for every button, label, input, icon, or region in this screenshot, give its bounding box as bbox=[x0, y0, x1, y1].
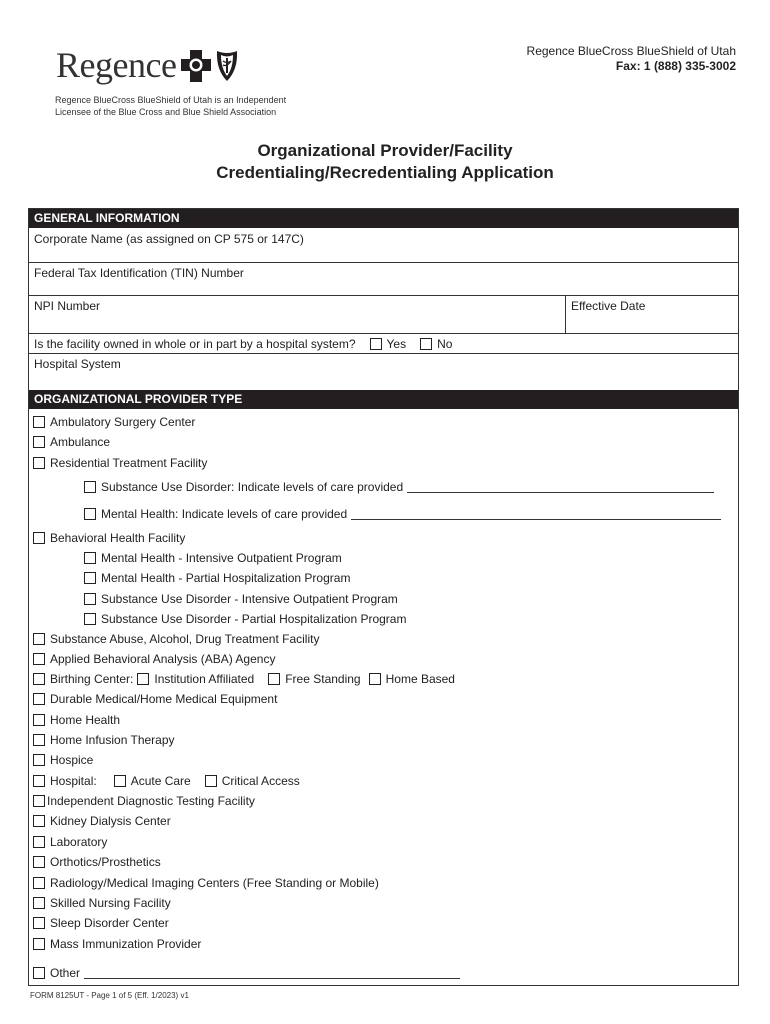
option-ambulatory-surgery bbox=[33, 414, 195, 430]
option-residential-treatment bbox=[33, 455, 207, 471]
home-health-checkbox[interactable] bbox=[33, 714, 45, 726]
birthing-center-checkbox[interactable] bbox=[33, 673, 45, 685]
option-dme bbox=[33, 691, 277, 707]
rtf-substance-use-levels-field[interactable] bbox=[407, 481, 714, 493]
page-title bbox=[0, 140, 770, 184]
substance-abuse-checkbox[interactable] bbox=[33, 633, 45, 645]
residential-treatment-checkbox[interactable] bbox=[33, 457, 45, 469]
option-ambulance bbox=[33, 434, 110, 450]
hospice-checkbox[interactable] bbox=[33, 754, 45, 766]
other-specify-field[interactable] bbox=[84, 967, 460, 979]
other-label: Other bbox=[50, 966, 81, 980]
option-rtf-substance-use bbox=[84, 479, 714, 495]
idtf-label: Independent Diagnostic Testing Facility bbox=[47, 794, 255, 808]
option-behavioral-health bbox=[33, 530, 185, 546]
behavioral-health-label: Behavioral Health Facility bbox=[50, 531, 186, 545]
option-hospice bbox=[33, 752, 93, 768]
hospital-system-label: Hospital System bbox=[34, 357, 121, 371]
bh-mh-php-label: Mental Health - Partial Hospitalization Program bbox=[101, 571, 351, 585]
orthotics-label: Orthotics/Prosthetics bbox=[50, 855, 161, 869]
laboratory-checkbox[interactable] bbox=[33, 836, 45, 848]
mass-immunization-checkbox[interactable] bbox=[33, 938, 45, 950]
behavioral-health-checkbox[interactable] bbox=[33, 532, 45, 544]
option-bh-mh-iop bbox=[84, 550, 342, 566]
hospital-checkbox[interactable] bbox=[33, 775, 45, 787]
option-birthing-center bbox=[33, 671, 455, 687]
critical-access-label: Critical Access bbox=[221, 774, 300, 788]
radiology-label: Radiology/Medical Imaging Centers (Free Standing or Mobile) bbox=[50, 876, 379, 890]
option-bh-sud-php bbox=[84, 611, 406, 627]
rtf-substance-use-checkbox[interactable] bbox=[84, 481, 96, 493]
divider bbox=[29, 353, 738, 354]
yes-label: Yes bbox=[386, 337, 407, 351]
bh-mh-php-checkbox[interactable] bbox=[84, 572, 96, 584]
option-substance-abuse bbox=[33, 631, 319, 647]
bh-sud-iop-checkbox[interactable] bbox=[84, 593, 96, 605]
title-line-1: Organizational Provider/Facility bbox=[257, 141, 513, 160]
kidney-dialysis-checkbox[interactable] bbox=[33, 815, 45, 827]
kidney-dialysis-label: Kidney Dialysis Center bbox=[50, 814, 171, 828]
hospice-label: Hospice bbox=[50, 753, 94, 767]
divider bbox=[565, 295, 566, 333]
option-bh-mh-php bbox=[84, 570, 350, 586]
aba-checkbox[interactable] bbox=[33, 653, 45, 665]
birthing-center-label: Birthing Center: bbox=[50, 672, 134, 686]
home-based-label: Home Based bbox=[385, 672, 455, 686]
no-label: No bbox=[437, 337, 453, 351]
corporate-name-label: Corporate Name (as assigned on CP 575 or 147C) bbox=[34, 232, 304, 246]
effective-date-label: Effective Date bbox=[571, 299, 646, 313]
bh-sud-php-checkbox[interactable] bbox=[84, 613, 96, 625]
institution-affiliated-checkbox[interactable] bbox=[137, 673, 149, 685]
home-infusion-label: Home Infusion Therapy bbox=[50, 733, 175, 747]
laboratory-label: Laboratory bbox=[50, 835, 108, 849]
form-footer: FORM 8125UT - Page 1 of 5 (Eff. 1/2023) v1 bbox=[30, 991, 189, 1000]
hospital-owned-yes-checkbox[interactable] bbox=[370, 338, 382, 350]
divider bbox=[29, 262, 738, 263]
option-other bbox=[33, 965, 460, 981]
free-standing-checkbox[interactable] bbox=[268, 673, 280, 685]
ambulance-checkbox[interactable] bbox=[33, 436, 45, 448]
critical-access-checkbox[interactable] bbox=[205, 775, 217, 787]
skilled-nursing-label: Skilled Nursing Facility bbox=[50, 896, 171, 910]
skilled-nursing-checkbox[interactable] bbox=[33, 897, 45, 909]
option-home-infusion bbox=[33, 732, 175, 748]
rtf-mental-health-label: Mental Health: Indicate levels of care provided bbox=[101, 507, 348, 521]
option-rtf-mental-health bbox=[84, 506, 721, 522]
rtf-mental-health-checkbox[interactable] bbox=[84, 508, 96, 520]
tin-label: Federal Tax Identification (TIN) Number bbox=[34, 266, 244, 280]
acute-care-label: Acute Care bbox=[130, 774, 191, 788]
option-home-health bbox=[33, 712, 120, 728]
residential-treatment-label: Residential Treatment Facility bbox=[50, 456, 208, 470]
provider-type-heading: ORGANIZATIONAL PROVIDER TYPE bbox=[29, 390, 738, 409]
bh-mh-iop-checkbox[interactable] bbox=[84, 552, 96, 564]
acute-care-checkbox[interactable] bbox=[114, 775, 126, 787]
dme-checkbox[interactable] bbox=[33, 693, 45, 705]
free-standing-label: Free Standing bbox=[285, 672, 361, 686]
fax-number: Fax: 1 (888) 335-3002 bbox=[615, 59, 736, 73]
contact-info bbox=[470, 44, 736, 74]
licensee-tagline bbox=[55, 94, 286, 118]
rtf-mental-health-levels-field[interactable] bbox=[351, 508, 721, 520]
option-mass-immunization bbox=[33, 936, 201, 952]
application-form bbox=[28, 208, 739, 986]
institution-affiliated-label: Institution Affiliated bbox=[154, 672, 255, 686]
option-bh-sud-iop bbox=[84, 591, 398, 607]
title-line-2: Credentialing/Recredentialing Application bbox=[216, 163, 554, 182]
other-checkbox[interactable] bbox=[33, 967, 45, 979]
hospital-owned-question-row bbox=[34, 336, 452, 352]
option-aba bbox=[33, 651, 275, 667]
option-skilled-nursing bbox=[33, 895, 171, 911]
ambulatory-surgery-label: Ambulatory Surgery Center bbox=[50, 415, 196, 429]
regence-logo-marks bbox=[181, 48, 251, 89]
substance-abuse-label: Substance Abuse, Alcohol, Drug Treatment Facility bbox=[50, 632, 320, 646]
option-hospital bbox=[33, 773, 300, 789]
bh-sud-php-label: Substance Use Disorder - Partial Hospitalization Program bbox=[101, 612, 407, 626]
npi-label: NPI Number bbox=[34, 299, 101, 313]
general-information-heading: GENERAL INFORMATION bbox=[29, 209, 738, 228]
tagline-line-1: Regence BlueCross BlueShield of Utah is an Independent bbox=[55, 95, 287, 105]
dme-label: Durable Medical/Home Medical Equipment bbox=[50, 692, 278, 706]
bh-sud-iop-label: Substance Use Disorder - Intensive Outpatient Program bbox=[101, 592, 398, 606]
idtf-checkbox[interactable] bbox=[33, 795, 45, 807]
home-infusion-checkbox[interactable] bbox=[33, 734, 45, 746]
orthotics-checkbox[interactable] bbox=[33, 856, 45, 868]
sleep-disorder-label: Sleep Disorder Center bbox=[50, 916, 169, 930]
option-orthotics bbox=[33, 854, 161, 870]
blue-cross-blue-shield-icon bbox=[181, 48, 251, 84]
option-idtf bbox=[33, 793, 255, 809]
bh-mh-iop-label: Mental Health - Intensive Outpatient Program bbox=[101, 551, 342, 565]
radiology-checkbox[interactable] bbox=[33, 877, 45, 889]
option-radiology bbox=[33, 875, 379, 891]
sleep-disorder-checkbox[interactable] bbox=[33, 917, 45, 929]
home-health-label: Home Health bbox=[50, 713, 121, 727]
option-sleep-disorder bbox=[33, 915, 169, 931]
hospital-label: Hospital: bbox=[50, 774, 97, 788]
home-based-checkbox[interactable] bbox=[369, 673, 381, 685]
tagline-line-2: Licensee of the Blue Cross and Blue Shield Association bbox=[55, 107, 277, 117]
hospital-owned-no-checkbox[interactable] bbox=[420, 338, 432, 350]
ambulatory-surgery-checkbox[interactable] bbox=[33, 416, 45, 428]
hospital-owned-question: Is the facility owned in whole or in part by a hospital system? bbox=[34, 337, 356, 351]
divider bbox=[29, 333, 738, 334]
regence-logo-text: Regence bbox=[56, 45, 177, 85]
aba-label: Applied Behavioral Analysis (ABA) Agency bbox=[50, 652, 276, 666]
ambulance-label: Ambulance bbox=[50, 435, 111, 449]
org-name: Regence BlueCross BlueShield of Utah bbox=[526, 44, 736, 58]
mass-immunization-label: Mass Immunization Provider bbox=[50, 937, 202, 951]
divider bbox=[29, 295, 738, 296]
option-kidney-dialysis bbox=[33, 813, 171, 829]
rtf-substance-use-label: Substance Use Disorder: Indicate levels of care provided bbox=[101, 480, 404, 494]
option-laboratory bbox=[33, 834, 107, 850]
